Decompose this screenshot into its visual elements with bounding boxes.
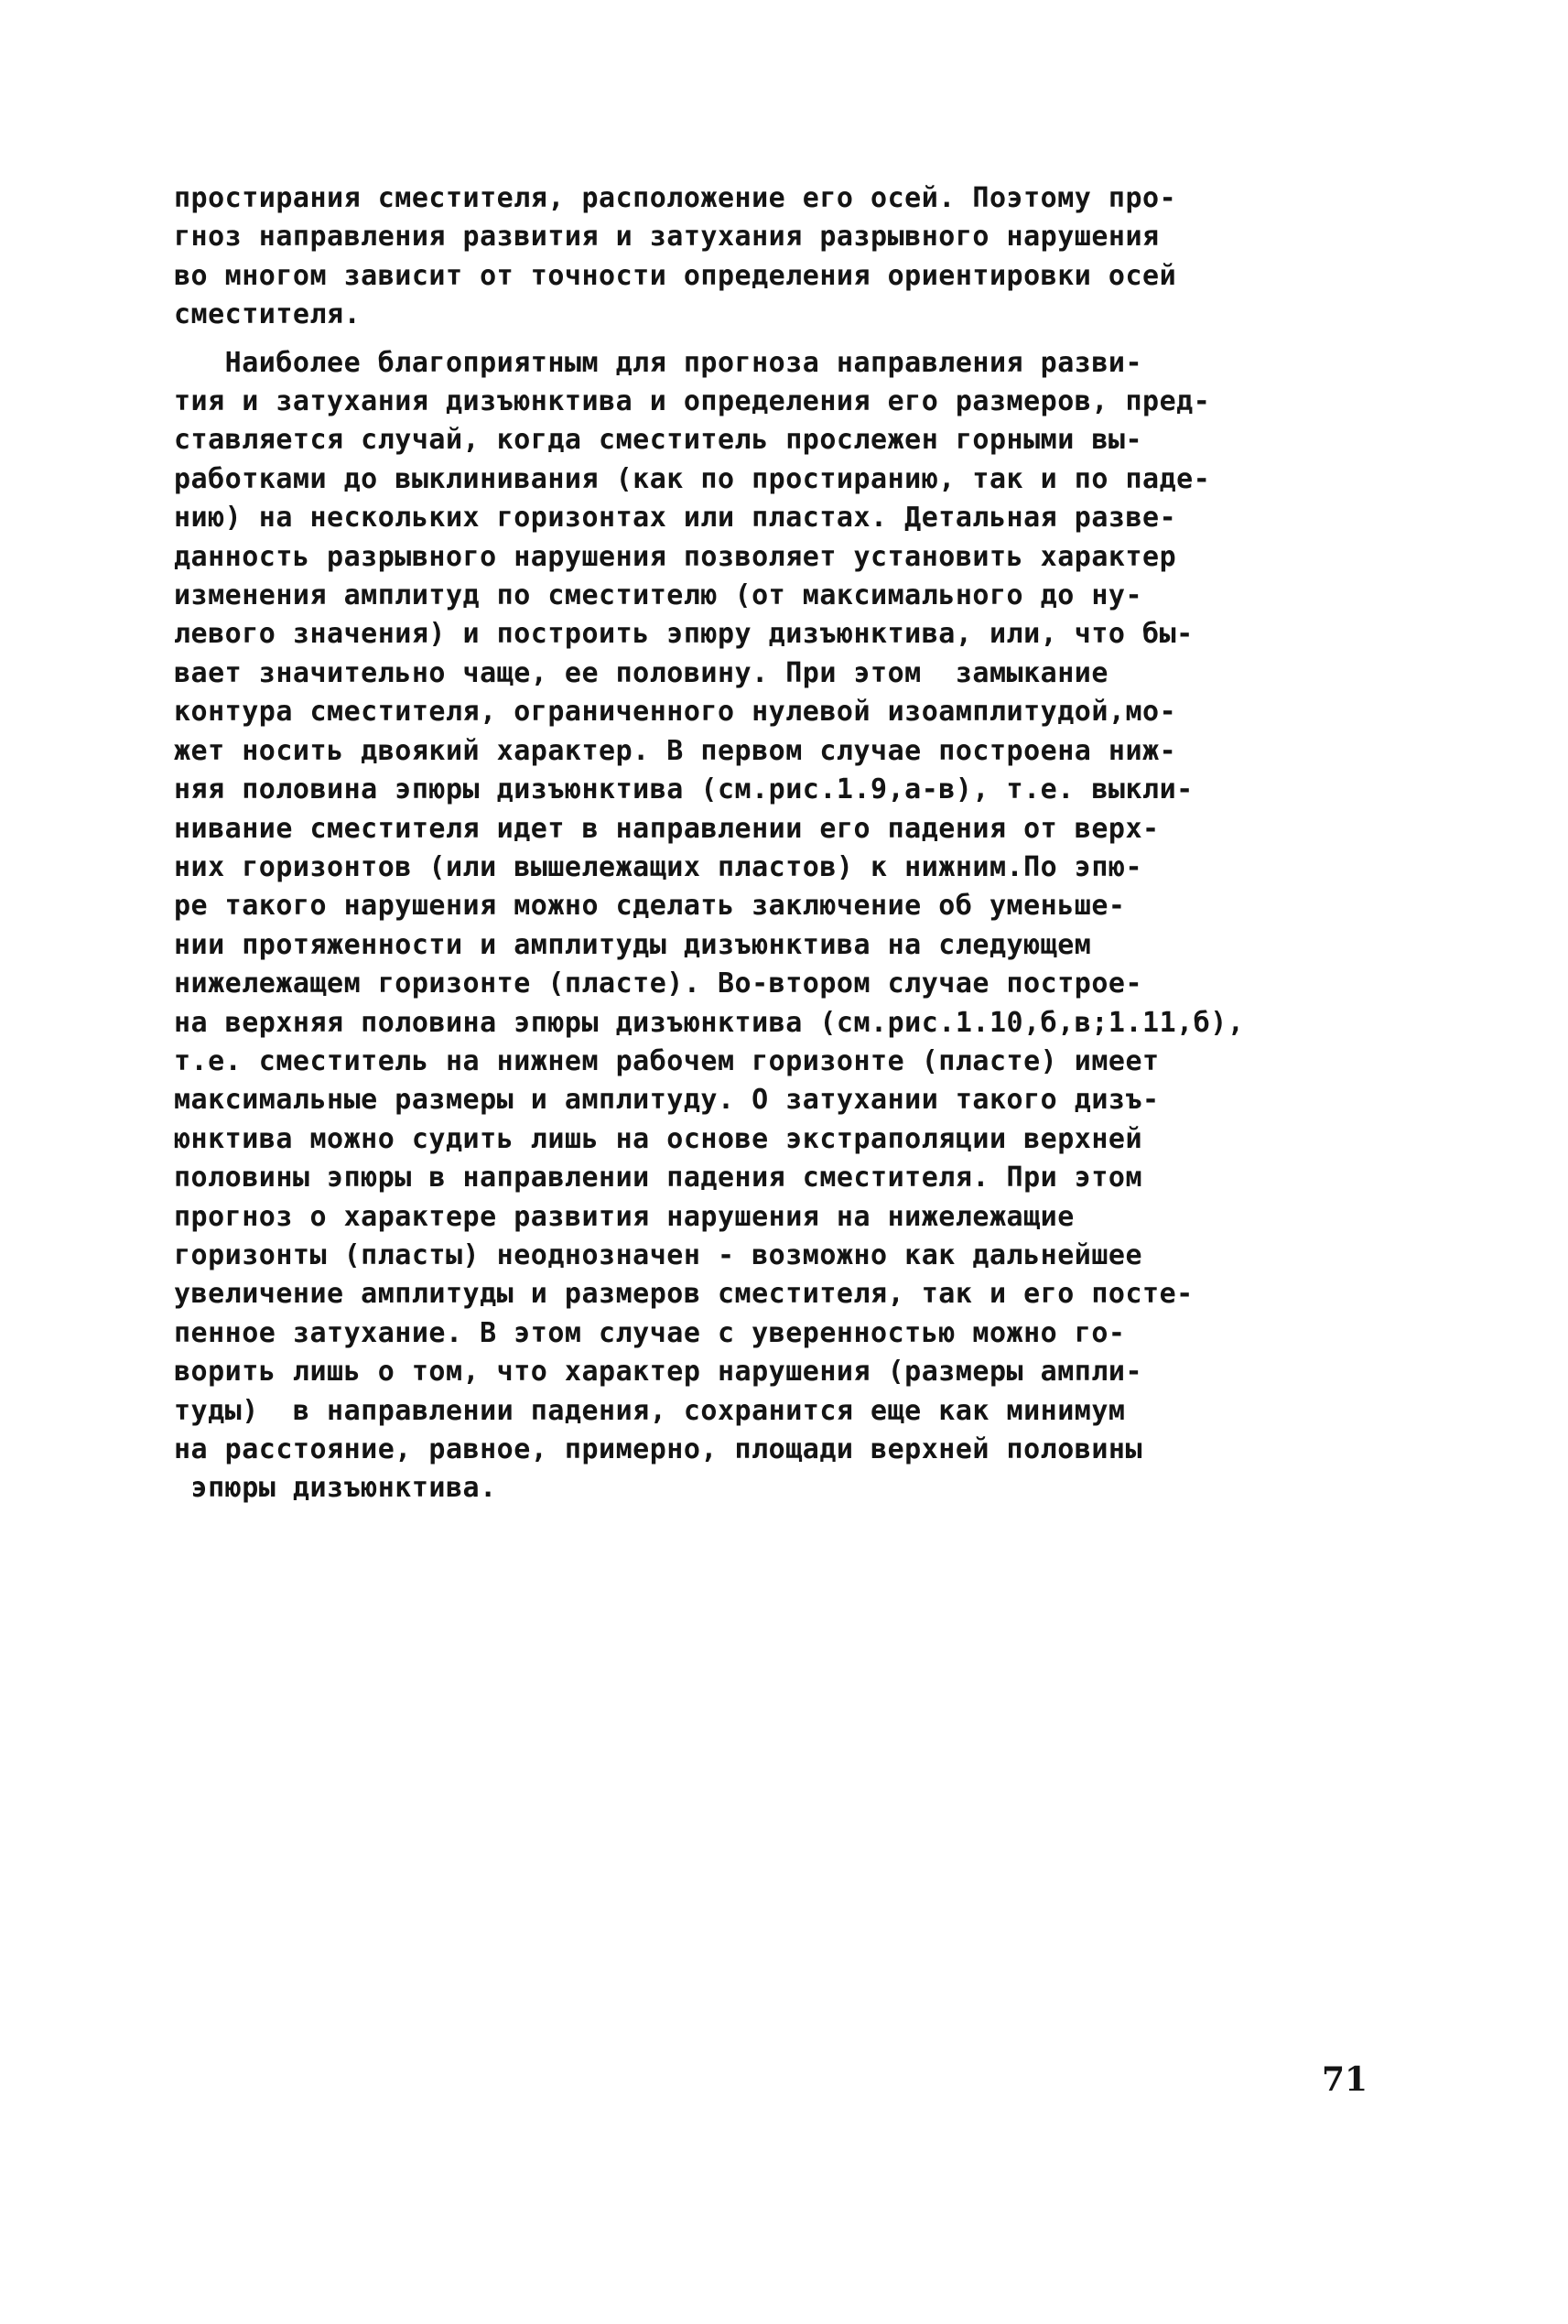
text-line: сместителя. [174, 298, 362, 331]
paragraph-1 [174, 179, 1437, 335]
text-line: работками до выклинивания (как по простиранию, так и по паде- [174, 462, 1211, 495]
page-number: 71 [1322, 2060, 1368, 2099]
text-line: контура сместителя, ограниченного нулевой изоамплитудой,мо- [174, 696, 1177, 729]
text-line: на расстояние, равное, примерно, площади верхней половины [174, 1433, 1143, 1465]
text-line: данность разрывного нарушения позволяет установить характер [174, 540, 1177, 573]
text-line: прогноз о характере развития нарушения на нижележащие [174, 1200, 1075, 1233]
text-line: ре такого нарушения можно сделать заключение об уменьше- [174, 890, 1126, 923]
body-text [174, 179, 1437, 1508]
text-line: вает значительно чаще, ее половину. При этом замыкание [174, 656, 1108, 689]
text-line: эпюры дизъюнктива. [174, 1472, 497, 1505]
paragraph-2 [174, 344, 1437, 1508]
paragraph-gap [174, 335, 1437, 344]
text-line: юнктива можно судить лишь на основе экстраполяции верхней [174, 1122, 1143, 1155]
text-line: половины эпюры в направлении падения сместителя. При этом [174, 1162, 1143, 1194]
text-line: них горизонтов (или вышележащих пластов) к нижним.По эпю- [174, 850, 1143, 883]
text-line: увеличение амплитуды и размеров сместителя, так и его посте- [174, 1278, 1194, 1311]
text-line: т.е. сместитель на нижнем рабочем горизонте (пласте) имеет [174, 1044, 1160, 1077]
text-line: Наиболее благоприятным для прогноза направления разви- [174, 346, 1143, 379]
text-line: туды) в направлении падения, сохранится еще как минимум [174, 1394, 1126, 1427]
text-line: тия и затухания дизъюнктива и определения его размеров, пред- [174, 385, 1211, 418]
text-line: изменения амплитуд по сместителю (от максимального до ну- [174, 579, 1143, 612]
text-line: нивание сместителя идет в направлении его падения от верх- [174, 812, 1160, 845]
text-line: пенное затухание. В этом случае с уверенностью можно го- [174, 1316, 1126, 1349]
text-line: во многом зависит от точности определения ориентировки осей [174, 259, 1177, 292]
text-line: жет носить двоякий характер. В первом случае построена ниж- [174, 734, 1177, 767]
text-line: ворить лишь о том, что характер нарушения (размеры ампли- [174, 1356, 1143, 1389]
text-line: горизонты (пласты) неоднозначен - возможно как дальнейшее [174, 1238, 1143, 1271]
text-line: гноз направления развития и затухания разрывного нарушения [174, 221, 1160, 254]
text-line: левого значения) и построить эпюру дизъюнктива, или, что бы- [174, 618, 1194, 651]
text-line: нии протяженности и амплитуды дизъюнктива на следующем [174, 928, 1092, 961]
text-line: нию) на нескольких горизонтах или пластах. Детальная разве- [174, 502, 1177, 535]
text-line: на верхняя половина эпюры дизъюнктива (см.рис.1.10,б,в;1.11,б), [174, 1006, 1245, 1039]
text-line: нижележащем горизонте (пласте). Во-втором случае построе- [174, 967, 1143, 1000]
text-line: максимальные размеры и амплитуду. О затухании такого дизъ- [174, 1084, 1160, 1117]
text-line: няя половина эпюры дизъюнктива (см.рис.1.9,а-в), т.е. выкли- [174, 773, 1194, 806]
text-line: простирания сместителя, расположение его осей. Поэтому про- [174, 182, 1177, 214]
text-line: ставляется случай, когда сместитель прослежен горными вы- [174, 424, 1143, 457]
